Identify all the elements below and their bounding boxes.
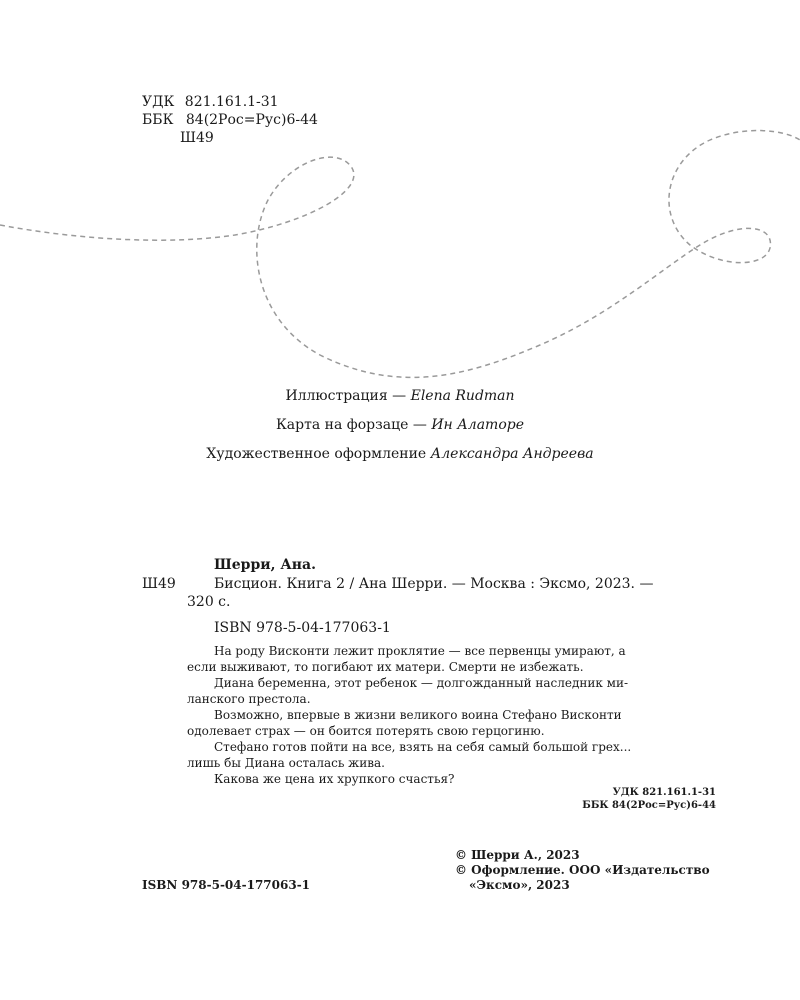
credit-map [0, 416, 800, 434]
annotation-line: ланского престола. [187, 692, 311, 706]
credit-design [0, 445, 800, 463]
credit-role: Художественное оформление [206, 446, 427, 462]
annotation-line: На роду Висконти лежит проклятие — все первенцы умирают, а [214, 644, 626, 658]
author-mark: Ш49 [180, 130, 214, 146]
copyright-design: © Оформление. ООО «Издательство [455, 863, 710, 877]
credit-illustration [0, 387, 800, 405]
annotation-udk: УДК 821.161.1-31 [612, 787, 716, 798]
annotation-line: Стефано готов пойти на все, взять на себя самый большой грех... [214, 740, 632, 754]
copyright-author: © Шерри А., 2023 [455, 848, 580, 862]
annotation-line: Диана беременна, этот ребенок — долгожданный наследник ми- [214, 676, 629, 690]
biblio-isbn: ISBN 978-5-04-177063-1 [214, 620, 391, 636]
bbk-value: 84(2Рос=Рус)6-44 [185, 112, 318, 128]
biblio-line-2: 320 с. [187, 594, 231, 610]
credit-name: Elena Rudman [410, 388, 515, 404]
credit-name: Ин Алаторе [431, 417, 525, 433]
annotation-line: Какова же цена их хрупкого счастья? [214, 772, 455, 786]
annotation-line: лишь бы Диана осталась жива. [187, 756, 385, 770]
copyright-design-cont: «Эксмо», 2023 [469, 878, 570, 892]
credit-role: Карта на форзаце — [275, 417, 427, 433]
annotation-line: одолевает страх — он боится потерять свою герцогиню. [187, 724, 545, 738]
biblio-line-1: Бисцион. Книга 2 / Ана Шерри. — Москва : Эксмо, 2023. — [214, 576, 654, 592]
udk-label: УДК [142, 94, 175, 110]
annotation-bbk: ББК 84(2Рос=Рус)6-44 [582, 800, 716, 811]
bbk-line [142, 111, 318, 129]
annotation-line: если выживают, то погибают их матери. Смерти не избежать. [187, 660, 584, 674]
bbk-label: ББК [142, 112, 174, 128]
author-heading: Шерри, Ана. [214, 557, 316, 573]
udk-line [142, 93, 279, 111]
biblio-mark: Ш49 [142, 576, 176, 592]
udk-value: 821.161.1-31 [184, 94, 279, 110]
credit-role: Иллюстрация — [285, 388, 407, 404]
annotation-line: Возможно, впервые в жизни великого воина Стефано Висконти [214, 708, 622, 722]
credit-name: Александра Андреева [430, 446, 594, 462]
footer-isbn: ISBN 978-5-04-177063-1 [142, 878, 311, 892]
